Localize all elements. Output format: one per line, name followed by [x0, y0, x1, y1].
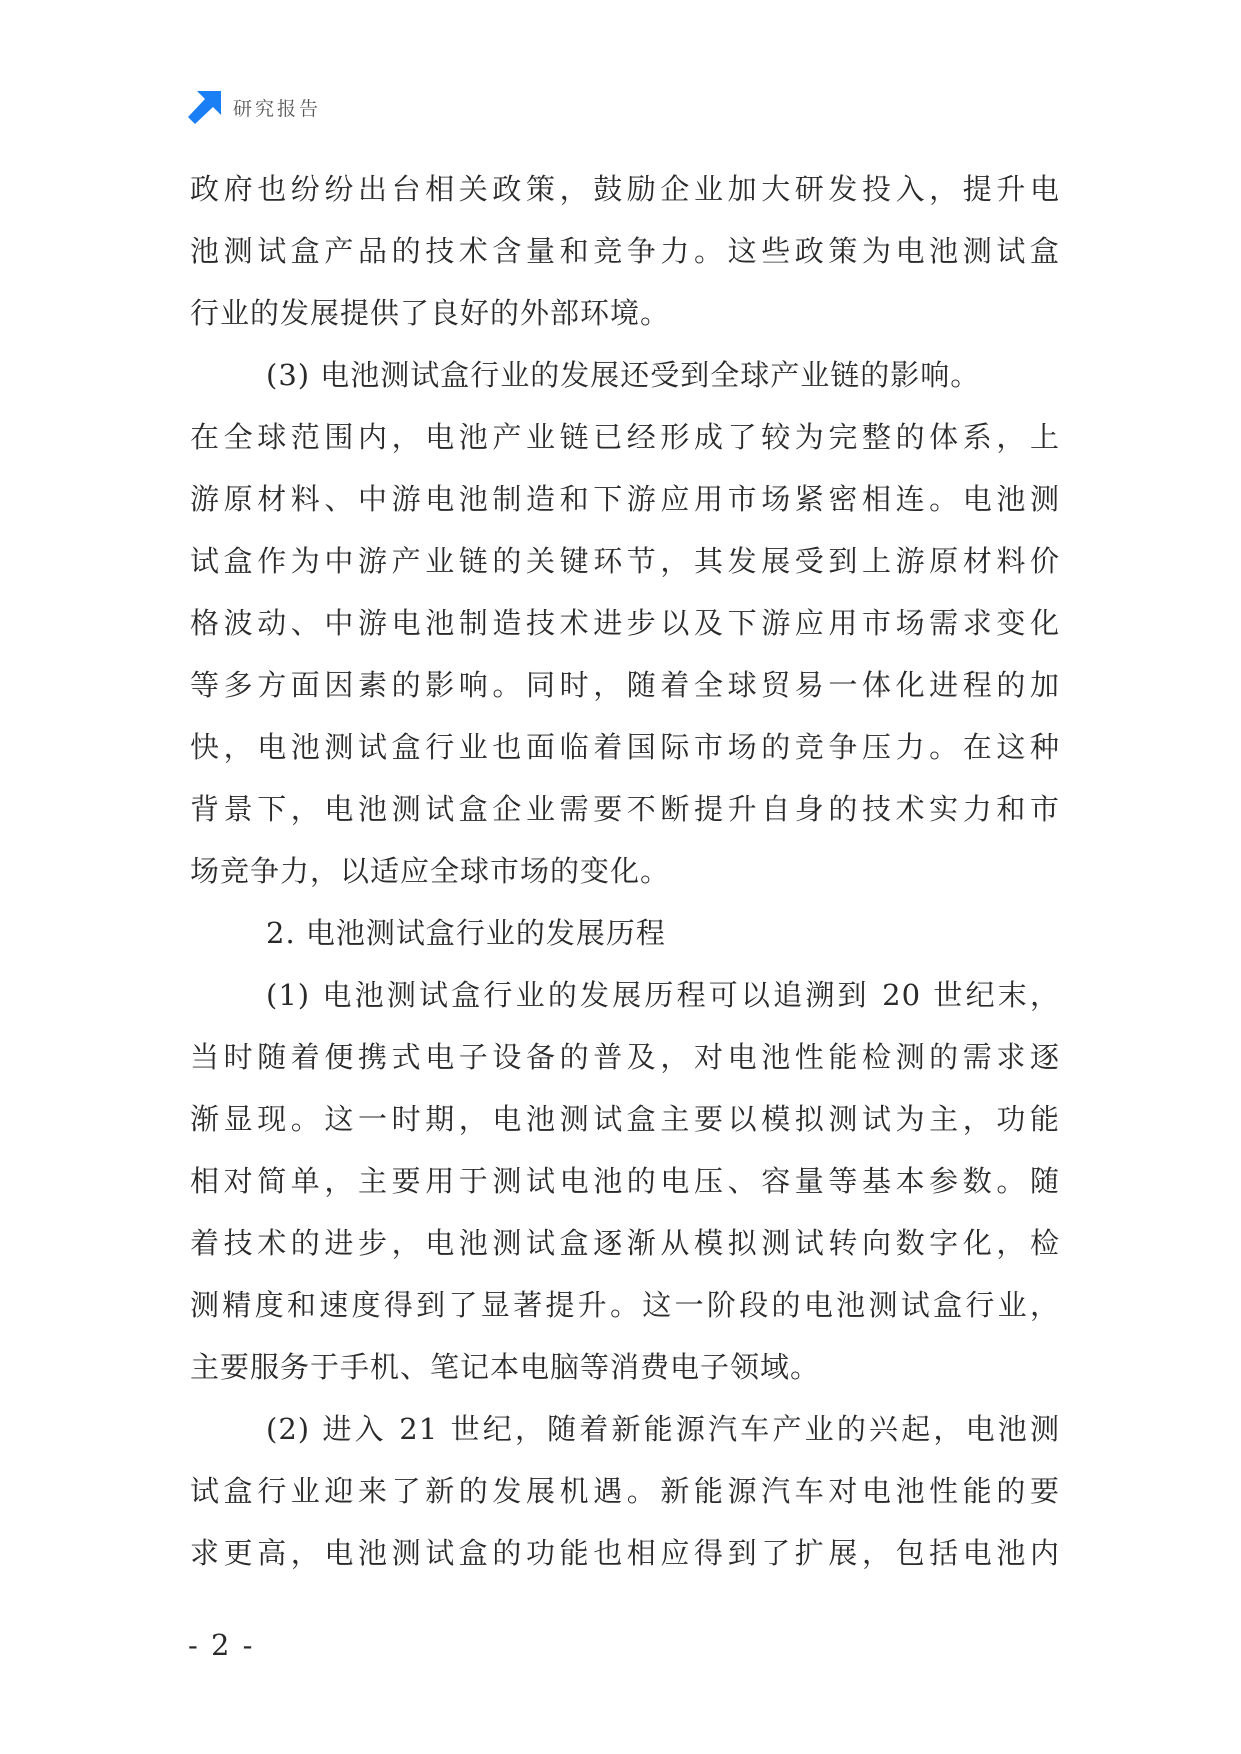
- report-header: [188, 90, 321, 124]
- text-line: (3) 电池测试盒行业的发展还受到全球产业链的影响。: [266, 358, 981, 392]
- text-line: 渐显现。这一时期，电池测试盒主要以模拟测试为主，功能: [190, 1102, 1060, 1136]
- page-number: - 2 -: [188, 1628, 255, 1662]
- text-line: 池测试盒产品的技术含量和竞争力。这些政策为电池测试盒: [190, 234, 1060, 268]
- section-heading: 2. 电池测试盒行业的发展历程: [266, 916, 666, 950]
- text-line: 相对简单，主要用于测试电池的电压、容量等基本参数。随: [190, 1164, 1060, 1198]
- text-line: 当时随着便携式电子设备的普及，对电池性能检测的需求逐: [190, 1040, 1060, 1074]
- text-line: 背景下，电池测试盒企业需要不断提升自身的技术实力和市: [190, 792, 1060, 826]
- text-line: 着技术的进步，电池测试盒逐渐从模拟测试转向数字化，检: [190, 1226, 1060, 1260]
- text-line: 快，电池测试盒行业也面临着国际市场的竞争压力。在这种: [190, 730, 1060, 764]
- arrow-up-right-icon: [188, 91, 221, 124]
- text-line: 行业的发展提供了良好的外部环境。: [190, 296, 671, 330]
- text-line: 试盒行业迎来了新的发展机遇。新能源汽车对电池性能的要: [190, 1474, 1060, 1508]
- text-line: 场竞争力，以适应全球市场的变化。: [190, 854, 671, 888]
- document-body: [190, 158, 1060, 1584]
- header-title: 研究报告: [233, 97, 322, 120]
- text-line: 主要服务于手机、笔记本电脑等消费电子领域。: [190, 1350, 821, 1384]
- text-line: (2) 进入 21 世纪，随着新能源汽车产业的兴起，电池测: [266, 1412, 1060, 1446]
- text-line: 等多方面因素的影响。同时，随着全球贸易一体化进程的加: [190, 668, 1060, 702]
- text-line: 格波动、中游电池制造技术进步以及下游应用市场需求变化: [190, 606, 1060, 640]
- text-line: 在全球范围内，电池产业链已经形成了较为完整的体系，上: [190, 420, 1060, 454]
- text-line: (1) 电池测试盒行业的发展历程可以追溯到 20 世纪末，: [266, 978, 1060, 1012]
- text-line: 试盒作为中游产业链的关键环节，其发展受到上游原材料价: [190, 544, 1060, 578]
- text-line: 求更高，电池测试盒的功能也相应得到了扩展，包括电池内: [190, 1536, 1060, 1570]
- text-line: 政府也纷纷出台相关政策，鼓励企业加大研发投入，提升电: [190, 172, 1060, 206]
- text-line: 游原材料、中游电池制造和下游应用市场紧密相连。电池测: [190, 482, 1060, 516]
- text-line: 测精度和速度得到了显著提升。这一阶段的电池测试盒行业，: [190, 1288, 1060, 1322]
